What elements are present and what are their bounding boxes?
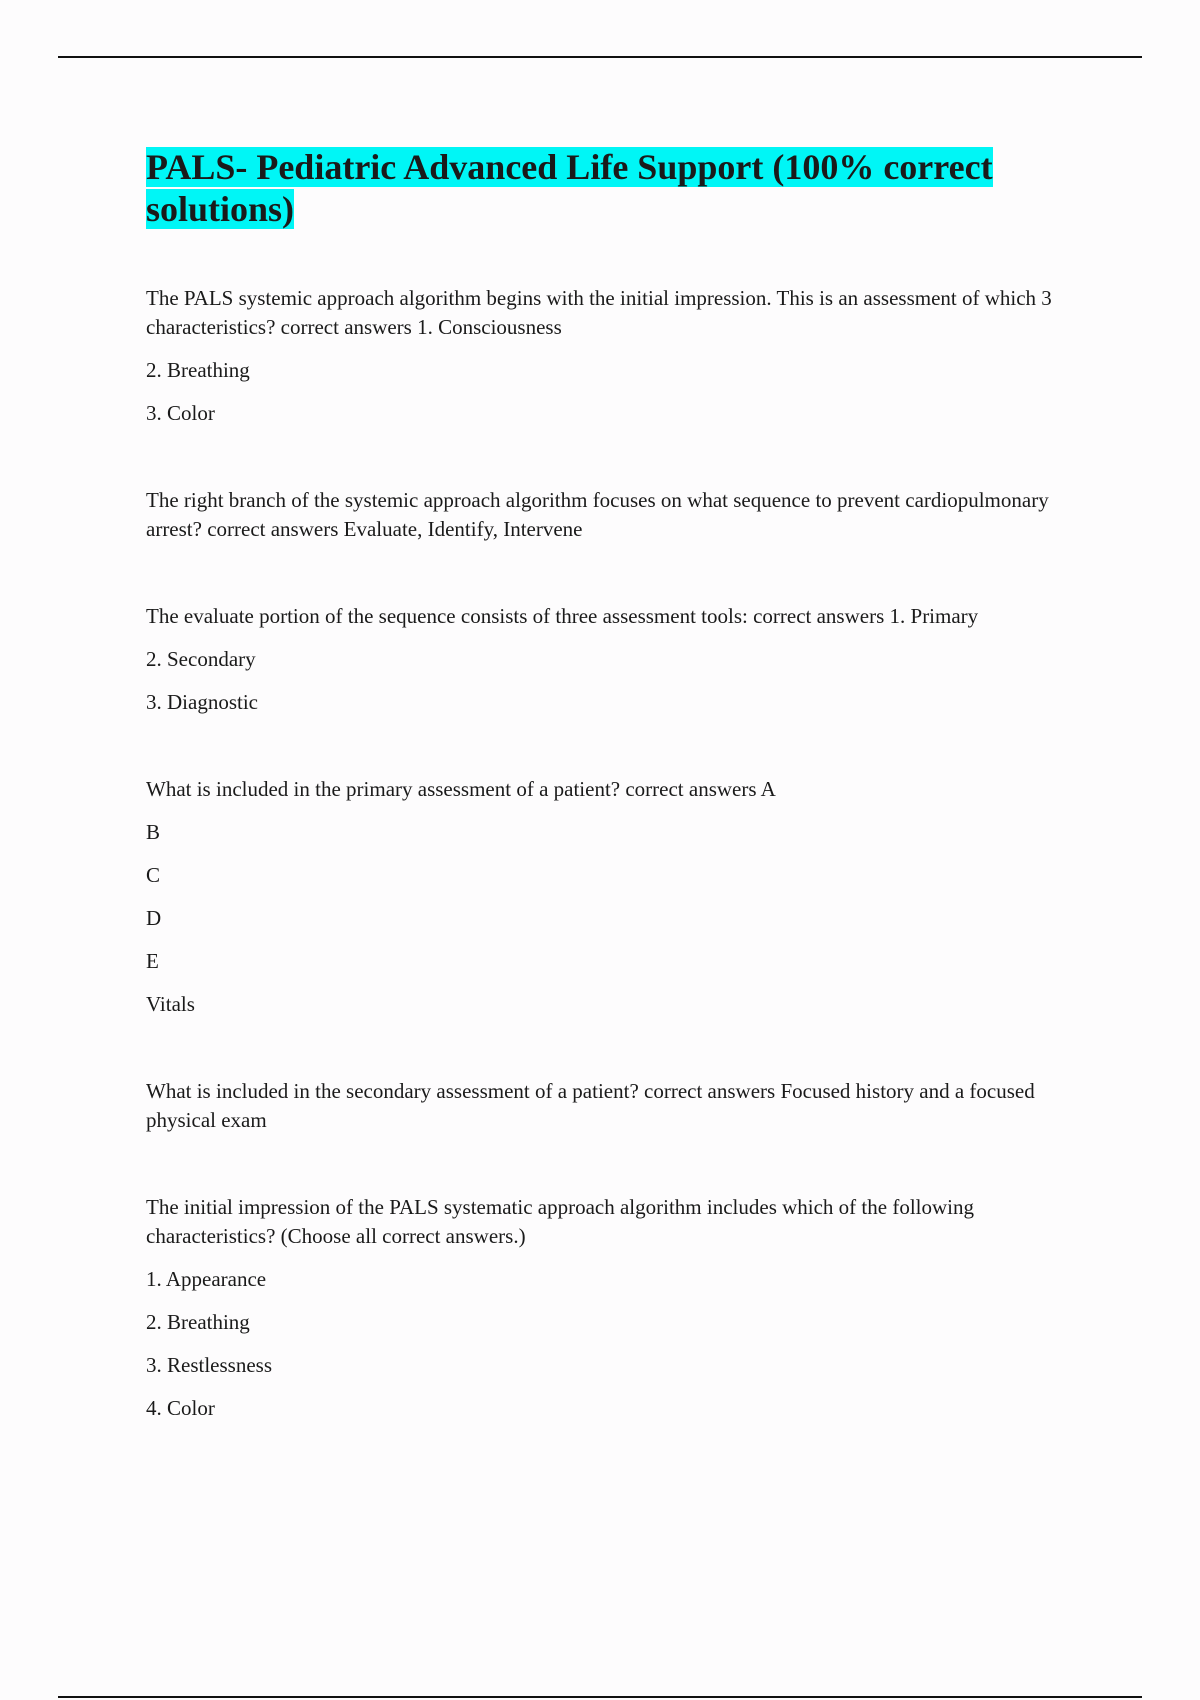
- question-text: The evaluate portion of the sequence consists of three assessment tools: correct answers 1. Primary: [146, 604, 979, 628]
- answer-item: 2. Breathing: [146, 358, 250, 382]
- qa-block-1: [146, 284, 1086, 428]
- qa-block-2: [146, 486, 1086, 544]
- qa-block-4: [146, 775, 1086, 1019]
- answer-item: C: [146, 863, 161, 887]
- answer-item: E: [146, 949, 159, 973]
- answer-item: 3. Restlessness: [146, 1353, 272, 1377]
- answer-item: 4. Color: [146, 1396, 215, 1420]
- footer-rule: [58, 1696, 1142, 1698]
- qa-block-3: [146, 602, 1086, 717]
- document-title-text: PALS- Pediatric Advanced Life Support (100% correct solutions): [146, 147, 993, 229]
- header-rule: [58, 56, 1142, 58]
- answer-item: D: [146, 906, 162, 930]
- answer-item: Vitals: [146, 992, 195, 1016]
- answer-item: 2. Secondary: [146, 647, 256, 671]
- qa-block-6: [146, 1193, 1086, 1423]
- answer-item: 2. Breathing: [146, 1310, 250, 1334]
- answer-item: 3. Color: [146, 401, 215, 425]
- answer-item: B: [146, 820, 161, 844]
- question-text: What is included in the primary assessment of a patient? correct answers A: [146, 777, 776, 801]
- question-text: The PALS systemic approach algorithm begins with the initial impression. This is an assessment of which 3 characteristics? correct answers 1. Consciousness: [146, 286, 1052, 339]
- answer-item: 3. Diagnostic: [146, 690, 258, 714]
- question-text: The initial impression of the PALS systematic approach algorithm includes which of the following characteristics? (Choose all correct answers.): [146, 1195, 974, 1248]
- answer-item: 1. Appearance: [146, 1267, 267, 1291]
- document-title: [146, 146, 1026, 230]
- qa-block-5: [146, 1077, 1086, 1135]
- question-text: The right branch of the systemic approach algorithm focuses on what sequence to prevent cardiopulmonary arrest? correct answers Evaluate, Identify, Intervene: [146, 488, 1049, 541]
- question-text: What is included in the secondary assessment of a patient? correct answers Focused history and a focused physical exam: [146, 1079, 1035, 1132]
- document-body: [146, 146, 1086, 1423]
